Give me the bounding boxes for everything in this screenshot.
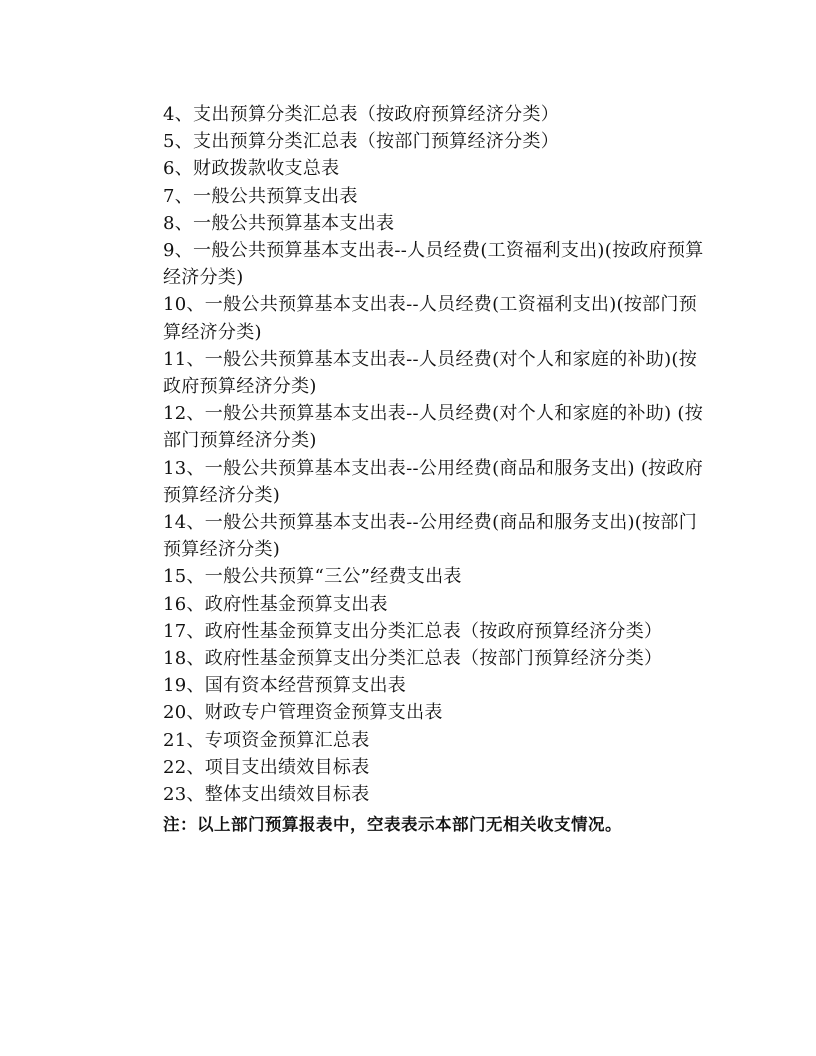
list-item-5: 5、支出预算分类汇总表（按部门预算经济分类）	[163, 131, 560, 153]
list-item-15: 15、一般公共预算“三公”经费支出表	[163, 566, 462, 588]
list-item-11: 11、一般公共预算基本支出表--人员经费(对个人和家庭的补助)(按政府预算经济分类)	[163, 348, 698, 398]
list-item-17: 17、政府性基金预算支出分类汇总表（按政府预算经济分类）	[163, 620, 663, 642]
footnote: 注：以上部门预算报表中，空表表示本部门无相关收支情况。	[163, 815, 622, 835]
list-item-4: 4、支出预算分类汇总表（按政府预算经济分类）	[163, 104, 560, 125]
document-page	[163, 101, 708, 840]
list-item-6: 6、财政拨款收支总表	[163, 158, 340, 180]
list-item-13: 13、一般公共预算基本支出表--公用经费(商品和服务支出) (按政府预算经济分类)	[163, 457, 704, 506]
list-item-18: 18、政府性基金预算支出分类汇总表（按部门预算经济分类）	[163, 648, 663, 670]
list-item-20: 20、财政专户管理资金预算支出表	[163, 702, 443, 724]
list-item-23: 23、整体支出绩效目标表	[163, 784, 370, 806]
list-item-19: 19、国有资本经营预算支出表	[163, 675, 407, 697]
list-item-21: 21、专项资金预算汇总表	[163, 729, 370, 751]
list-item-14: 14、一般公共预算基本支出表--公用经费(商品和服务支出)(按部门预算经济分类)	[163, 512, 698, 561]
list-item-10: 10、一般公共预算基本支出表--人员经费(工资福利支出)(按部门预算经济分类)	[163, 294, 698, 343]
list-item-9: 9、一般公共预算基本支出表--人员经费(工资福利支出)(按政府预算经济分类)	[163, 240, 704, 289]
list-item-7: 7、一般公共预算支出表	[163, 185, 358, 207]
list-item-12: 12、一般公共预算基本支出表--人员经费(对个人和家庭的补助) (按部门预算经济分类)	[163, 403, 704, 452]
list-item-22: 22、项目支出绩效目标表	[163, 756, 370, 778]
list-item-8: 8、一般公共预算基本支出表	[163, 212, 395, 234]
list-item-16: 16、政府性基金预算支出表	[163, 593, 388, 615]
